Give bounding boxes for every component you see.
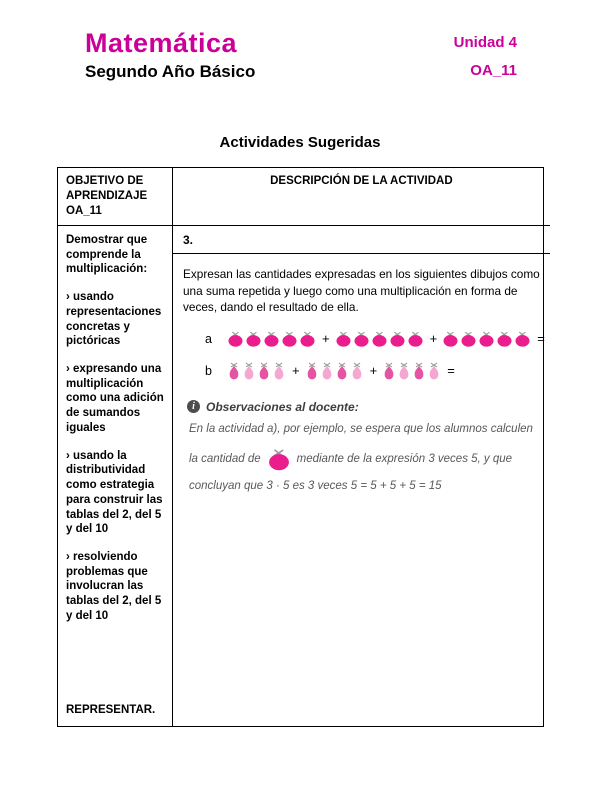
teacher-note-title: Observaciones al docente:	[206, 399, 359, 414]
fruit-group	[227, 331, 317, 347]
subject-title: Matemática	[85, 28, 238, 58]
row-b-label: b	[205, 363, 212, 378]
fruit-group	[335, 331, 425, 347]
header-left	[85, 28, 255, 82]
fruit-group	[305, 362, 365, 380]
objective-bullet-list	[66, 290, 164, 636]
plus-sign: +	[322, 331, 330, 347]
activity-row-b	[205, 362, 550, 380]
activities-table	[57, 167, 544, 727]
activity-description: Expresan las cantidades expresadas en los siguientes dibujos como una suma repetida y luego como una multiplicación en forma de veces, dando el resultado de ella.	[183, 267, 540, 315]
page-title: Actividades Sugeridas	[219, 134, 381, 151]
activity-cell	[173, 226, 550, 726]
objective-bullet: › expresando una multiplicación como una adición de sumandos iguales	[66, 363, 164, 434]
info-icon: i	[187, 400, 200, 413]
page-header	[0, 0, 600, 82]
note-line-2-post: mediante de la expresión 3 veces 5, y que	[296, 452, 513, 465]
activity-number: 3.	[173, 226, 550, 254]
apple-sum-expression	[227, 331, 550, 347]
objective-bullet: › usando representaciones concretas y pictóricas	[66, 291, 162, 348]
teacher-note	[187, 400, 538, 496]
plus-sign: +	[429, 331, 438, 347]
teacher-note-header	[187, 400, 538, 414]
grade-subtitle: Segundo Año Básico	[85, 62, 256, 81]
equals-sign: =	[447, 363, 455, 379]
pear-sum-expression	[227, 362, 460, 380]
note-line-2	[189, 448, 538, 471]
fruit-group	[382, 362, 442, 380]
objective-footer: REPRESENTAR.	[66, 704, 156, 717]
header-right	[454, 28, 517, 79]
objective-bullet: › usando la distributividad como estrategia para construir las tablas del 2, del 5 y del 10	[66, 449, 163, 536]
activity-row-a	[205, 331, 550, 347]
objective-column-header: OBJETIVO DE APRENDIZAJE OA_11	[58, 168, 173, 226]
objective-intro: Demostrar que comprende la multiplicación:	[66, 234, 148, 276]
description-column-header: DESCRIPCIÓN DE LA ACTIVIDAD	[173, 168, 550, 226]
apple-icon	[267, 448, 291, 471]
unit-label: Unidad 4	[453, 34, 517, 51]
note-line-3: concluyan que 3 · 5 es 3 veces 5 = 5 + 5 + 5 = 15	[189, 479, 442, 492]
plus-sign: +	[292, 363, 300, 379]
objective-cell	[58, 226, 173, 726]
fruit-group	[227, 362, 287, 380]
row-a-label: a	[205, 331, 212, 346]
note-line-2-pre: la cantidad de	[189, 452, 261, 465]
plus-sign: +	[369, 363, 378, 379]
equals-sign: =	[537, 331, 545, 347]
objective-bullet: › resolviendo problemas que involucran las tablas del 2, del 5 y del 10	[66, 550, 162, 622]
oa-code-label: OA_11	[470, 62, 517, 79]
note-line-1: En la actividad a), por ejemplo, se espera que los alumnos calculen	[189, 422, 533, 435]
fruit-group	[442, 331, 532, 347]
